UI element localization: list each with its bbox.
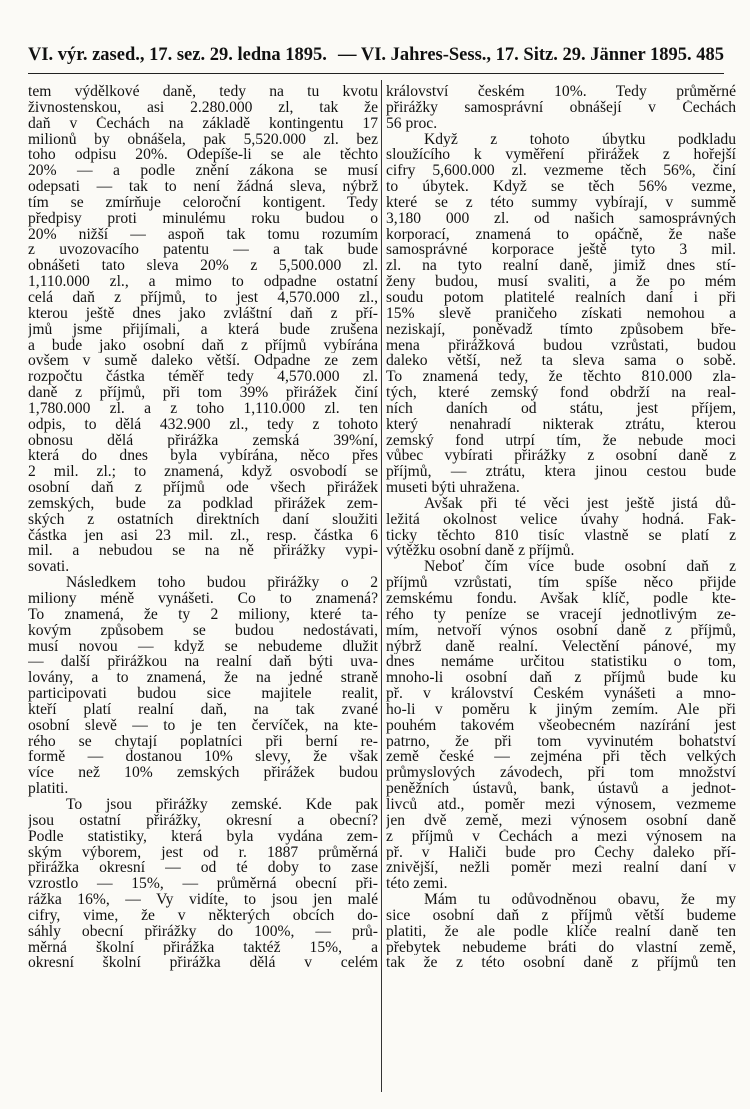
text-line: 1,780.000 zl. a z toho 1,110.000 zl. ten	[28, 400, 378, 417]
text-line: ženy budou, musí svaliti, a že po mém	[386, 274, 736, 290]
text-line: ským výborem, jest od r. 1887 průměrná	[28, 844, 378, 861]
text-line: příjmů vzrůstati, tím spíše něco přijde	[386, 575, 736, 591]
text-line: mnoho-li osobní daň z příjmů bude ku	[386, 670, 736, 687]
text-line: museti býti uhražena.	[386, 480, 520, 496]
text-line: To jsou přirážky zemské. Kde pak	[66, 796, 378, 813]
text-line: ských z ostatních direktních daní sloužiti	[28, 511, 378, 528]
text-line: kteří platí realní daň, na tak zvané	[28, 701, 378, 718]
text-line: 56 proc.	[386, 115, 438, 132]
text-line: 1,110.000 zl., a mimo to odpadne ostatní	[28, 274, 378, 290]
text-line: To znamená, že ty 2 miliony, které ta-	[28, 606, 378, 623]
text-line: 2 mil. zl.; to znamená, když osvobodí se	[28, 464, 378, 481]
text-line: obnosu dělá přirážka zemská 39%ní,	[28, 432, 378, 449]
text-line: patrno, že při tom vyvinutém bohatství	[386, 733, 736, 750]
text-line: to úbytek. Když se těch 56% vezme,	[386, 179, 736, 195]
text-line: Když z tohoto úbytku podkladu	[424, 131, 736, 148]
text-line: sovati.	[28, 559, 70, 576]
text-line: To znamená tedy, že těchto 810.000 zla-	[386, 369, 736, 386]
left-column	[28, 84, 378, 971]
text-line: 20% — a podle znění zákona se musí	[28, 163, 378, 180]
text-line: měrná školní přirážka taktéž 15%, a	[28, 939, 378, 956]
text-line: tem výdělkové daně, tedy na tu kvotu	[28, 84, 378, 100]
text-line: částka jen asi 23 mil. zl., resp. částka 6	[28, 527, 378, 544]
text-line: výtěžku osobní daně z příjmů.	[386, 543, 575, 560]
text-line: cifry 5,600.000 zl. vezmeme těch 56%, činí	[386, 163, 736, 180]
text-line: přebytek nebudeme bráti do vlastní země,	[386, 939, 736, 956]
text-line: — další přirážkou na realní daň býti uva-	[28, 654, 378, 671]
text-line: kovým způsobem se budou nedostávati,	[28, 622, 378, 639]
text-line: 20% nižší — aspoň tak tomu rozumím	[28, 226, 378, 243]
text-line: soudu potom platitelé realních daní i při	[386, 289, 736, 306]
text-line: ticky těchto 810 tisíc vlastně se platí z	[386, 527, 736, 544]
text-line: odpis, to dělá 432.900 zl., tedy z tohoto	[28, 416, 378, 433]
text-line: miliony méně vynášeti. Co to znamená?	[28, 591, 378, 607]
text-line: lovány, a to znamená, že na jedné straně	[28, 670, 378, 687]
text-line: a bude jako osobní daň z příjmů vybírána	[28, 337, 378, 354]
text-line: milionů by obnášela, pak 5,520.000 zl. bez	[28, 131, 378, 148]
text-line: z příjmů v Čechách a mezi výnosem na	[386, 828, 736, 845]
text-line: zemských, bude za podklad přirážek zem-	[28, 495, 378, 512]
text-line: peněžních ústavů, bank, ústavů a jednot-	[386, 781, 736, 797]
text-line: mil. a nebudou se na ně přirážky vypi-	[28, 543, 378, 560]
text-line: tých, které zemský fond obdrží na real-	[386, 385, 736, 401]
text-line: př. v království Českém vynášeti a mno-	[386, 686, 736, 702]
text-line: odepsati — tak to není žádná sleva, nýbrž	[28, 179, 378, 195]
text-line: okresní školní přirážka dělá v celém	[28, 955, 378, 972]
text-line: přirážka okresní — od té doby to zase	[28, 860, 378, 877]
text-line: rážka 16%, — Vy vidíte, to jsou jen malé	[28, 892, 378, 908]
text-line: neziskají, poněvadž tímto způsobem bře-	[386, 321, 736, 338]
text-line: cifry, vime, že v některých obcích do-	[28, 907, 378, 924]
text-line: kterou ještě dnes jako zvláštní daň z pří-	[28, 305, 378, 322]
text-line: země české — zejména při těch velkých	[386, 749, 736, 766]
text-line: rého ty peníze se vracejí jednotlivým ze-	[386, 606, 736, 623]
text-line: daň v Čechách na základě kontingentu 17	[28, 115, 378, 132]
text-line: dnes nemáme určitou statistiku o tom,	[386, 654, 736, 671]
text-line: Podle statistiky, která byla vydána zem-	[28, 828, 378, 845]
text-line: př. v Haliči bude pro Čechy daleko pří-	[386, 844, 736, 861]
text-line: osobní daň z příjmů ode všech přirážek	[28, 480, 378, 496]
text-line: obnášeti tato sleva 20% z 5,500.000 zl.	[28, 258, 378, 275]
text-line: která do dnes byla vybírána, něco přes	[28, 448, 378, 465]
text-line: Mám tu odůvodněnou obavu, že my	[424, 892, 736, 908]
text-line: musí novou — když se nebudeme dlužit	[28, 638, 378, 655]
text-line: předpisy proti minulému roku budou o	[28, 210, 378, 227]
text-line: rozpočtu částka téměř tedy 4,570.000 zl.	[28, 369, 378, 386]
text-line: které se z této summy vybírají, v summě	[386, 194, 736, 211]
text-line: Avšak při té věci jest ještě jistá dů-	[424, 495, 736, 512]
text-line: Neboť čím více bude osobní daň z	[424, 559, 736, 576]
page-header	[28, 40, 724, 70]
header-left: VI. výr. zased., 17. sez. 29. ledna 1895.	[28, 45, 327, 65]
text-line: Následkem toho budou přirážky o 2	[66, 575, 378, 591]
text-line: mena přirážková budou vzrůstati, budou	[386, 337, 736, 354]
text-line: sloužícího k vyměření přirážek z hořejší	[386, 147, 736, 164]
text-line: živnostenskou, asi 2.280.000 zl, tak že	[28, 99, 378, 116]
text-line: formě — dostanou 10% slevy, že však	[28, 749, 378, 766]
text-line: samosprávné korporace ještě tyto 3 mil.	[386, 242, 736, 259]
text-line: osobní slevě — to je ten červíček, na kte-	[28, 717, 378, 734]
text-line: příjmů, — ztrátu, ktera jinou cestou bude	[386, 464, 736, 481]
text-line: jsou ostatní přirážky, okresní a obecní?	[28, 812, 378, 829]
text-line: vůbec vybírati přirážky z osobní daně z	[386, 448, 736, 465]
text-line: mím, netvoří výnos osobní daně z příjmů,	[386, 622, 736, 639]
text-line: 3,180 000 zl. od našich samosprávných	[386, 210, 736, 227]
text-line: zemskému fondu. Avšak klíč, podle kte-	[386, 591, 736, 607]
text-line: 15% slevě praničeho získati nemohou a	[386, 305, 736, 322]
text-line: celá daň z příjmů, to jest 4,570.000 zl.,	[28, 289, 378, 306]
text-line: přirážky samosprávní obnášejí v Čechách	[386, 99, 736, 116]
text-line: jen dvě země, mezi výnosem osobní daně	[386, 812, 736, 829]
text-line: tím se zmírňuje celoroční kontigent. Tedy	[28, 194, 378, 211]
right-column	[386, 84, 736, 971]
text-line: tak že z této osobní daně z příjmů ten	[386, 955, 736, 972]
text-line: z uvozovacího patentu — a tak bude	[28, 242, 378, 259]
header-right: — VI. Jahres-Sess., 17. Sitz. 29. Jänner 1895. 485	[338, 45, 724, 65]
text-line: participovati budou sice majitele realit,	[28, 686, 378, 702]
text-line: ních daních od státu, jest příjem,	[386, 400, 736, 417]
text-line: ležitá okolnost velice úvahy hodná. Fak-	[386, 511, 736, 528]
text-line: zl. na tyto realní daně, jimiž dnes stí-	[386, 258, 736, 275]
text-line: toho odpisu 20%. Odepíše-li se ale těchto	[28, 147, 378, 164]
text-line: sice osobní daň z příjmů větší budeme	[386, 907, 736, 924]
header-rule	[28, 73, 724, 74]
text-line: zemský fond utrpí tím, že nebude moci	[386, 432, 736, 449]
text-line: platiti.	[28, 781, 69, 797]
text-line: nýbrž daně realní. Velectění pánové, my	[386, 638, 736, 655]
text-line: platiti, že ale podle klíče realní daně ten	[386, 923, 736, 940]
text-line: rého se chytají poplatníci při berní re-	[28, 733, 378, 750]
text-line: sáhly obecní přirážky do 100%, — prů-	[28, 923, 378, 940]
text-line: ovšem v sumě daleko větší. Odpadne ze zem	[28, 353, 378, 370]
text-line: jmů jsme přijímali, a která bude zrušena	[28, 321, 378, 338]
text-line: ho-li v poměru k jiným zemím. Ale při	[386, 701, 736, 718]
text-line: království českém 10%. Tedy průměrné	[386, 84, 736, 100]
text-line: který nenahradí nikterak ztrátu, kterou	[386, 416, 736, 433]
text-line: daně z příjmů, při tom 39% přirážek činí	[28, 385, 378, 401]
text-line: korporací, znamená to opáčně, že naše	[386, 226, 736, 243]
text-line: vzrostlo — 15%, — průměrná obecní při-	[28, 876, 378, 893]
text-line: znivější, nežli poměr mezi realní daní v	[386, 860, 736, 877]
text-line: pouhém takovém všeobecném nazírání jest	[386, 717, 736, 734]
text-line: průmyslových závodech, při tom množství	[386, 765, 736, 782]
text-line: livců atd., poměr mezi výnosem, vezmeme	[386, 796, 736, 813]
text-line: daleko větší, než ta sleva sama o sobě.	[386, 353, 736, 370]
text-line: této zemi.	[386, 876, 448, 893]
text-line: více než 10% zemských přirážek budou	[28, 765, 378, 782]
column-rule	[381, 80, 382, 1092]
